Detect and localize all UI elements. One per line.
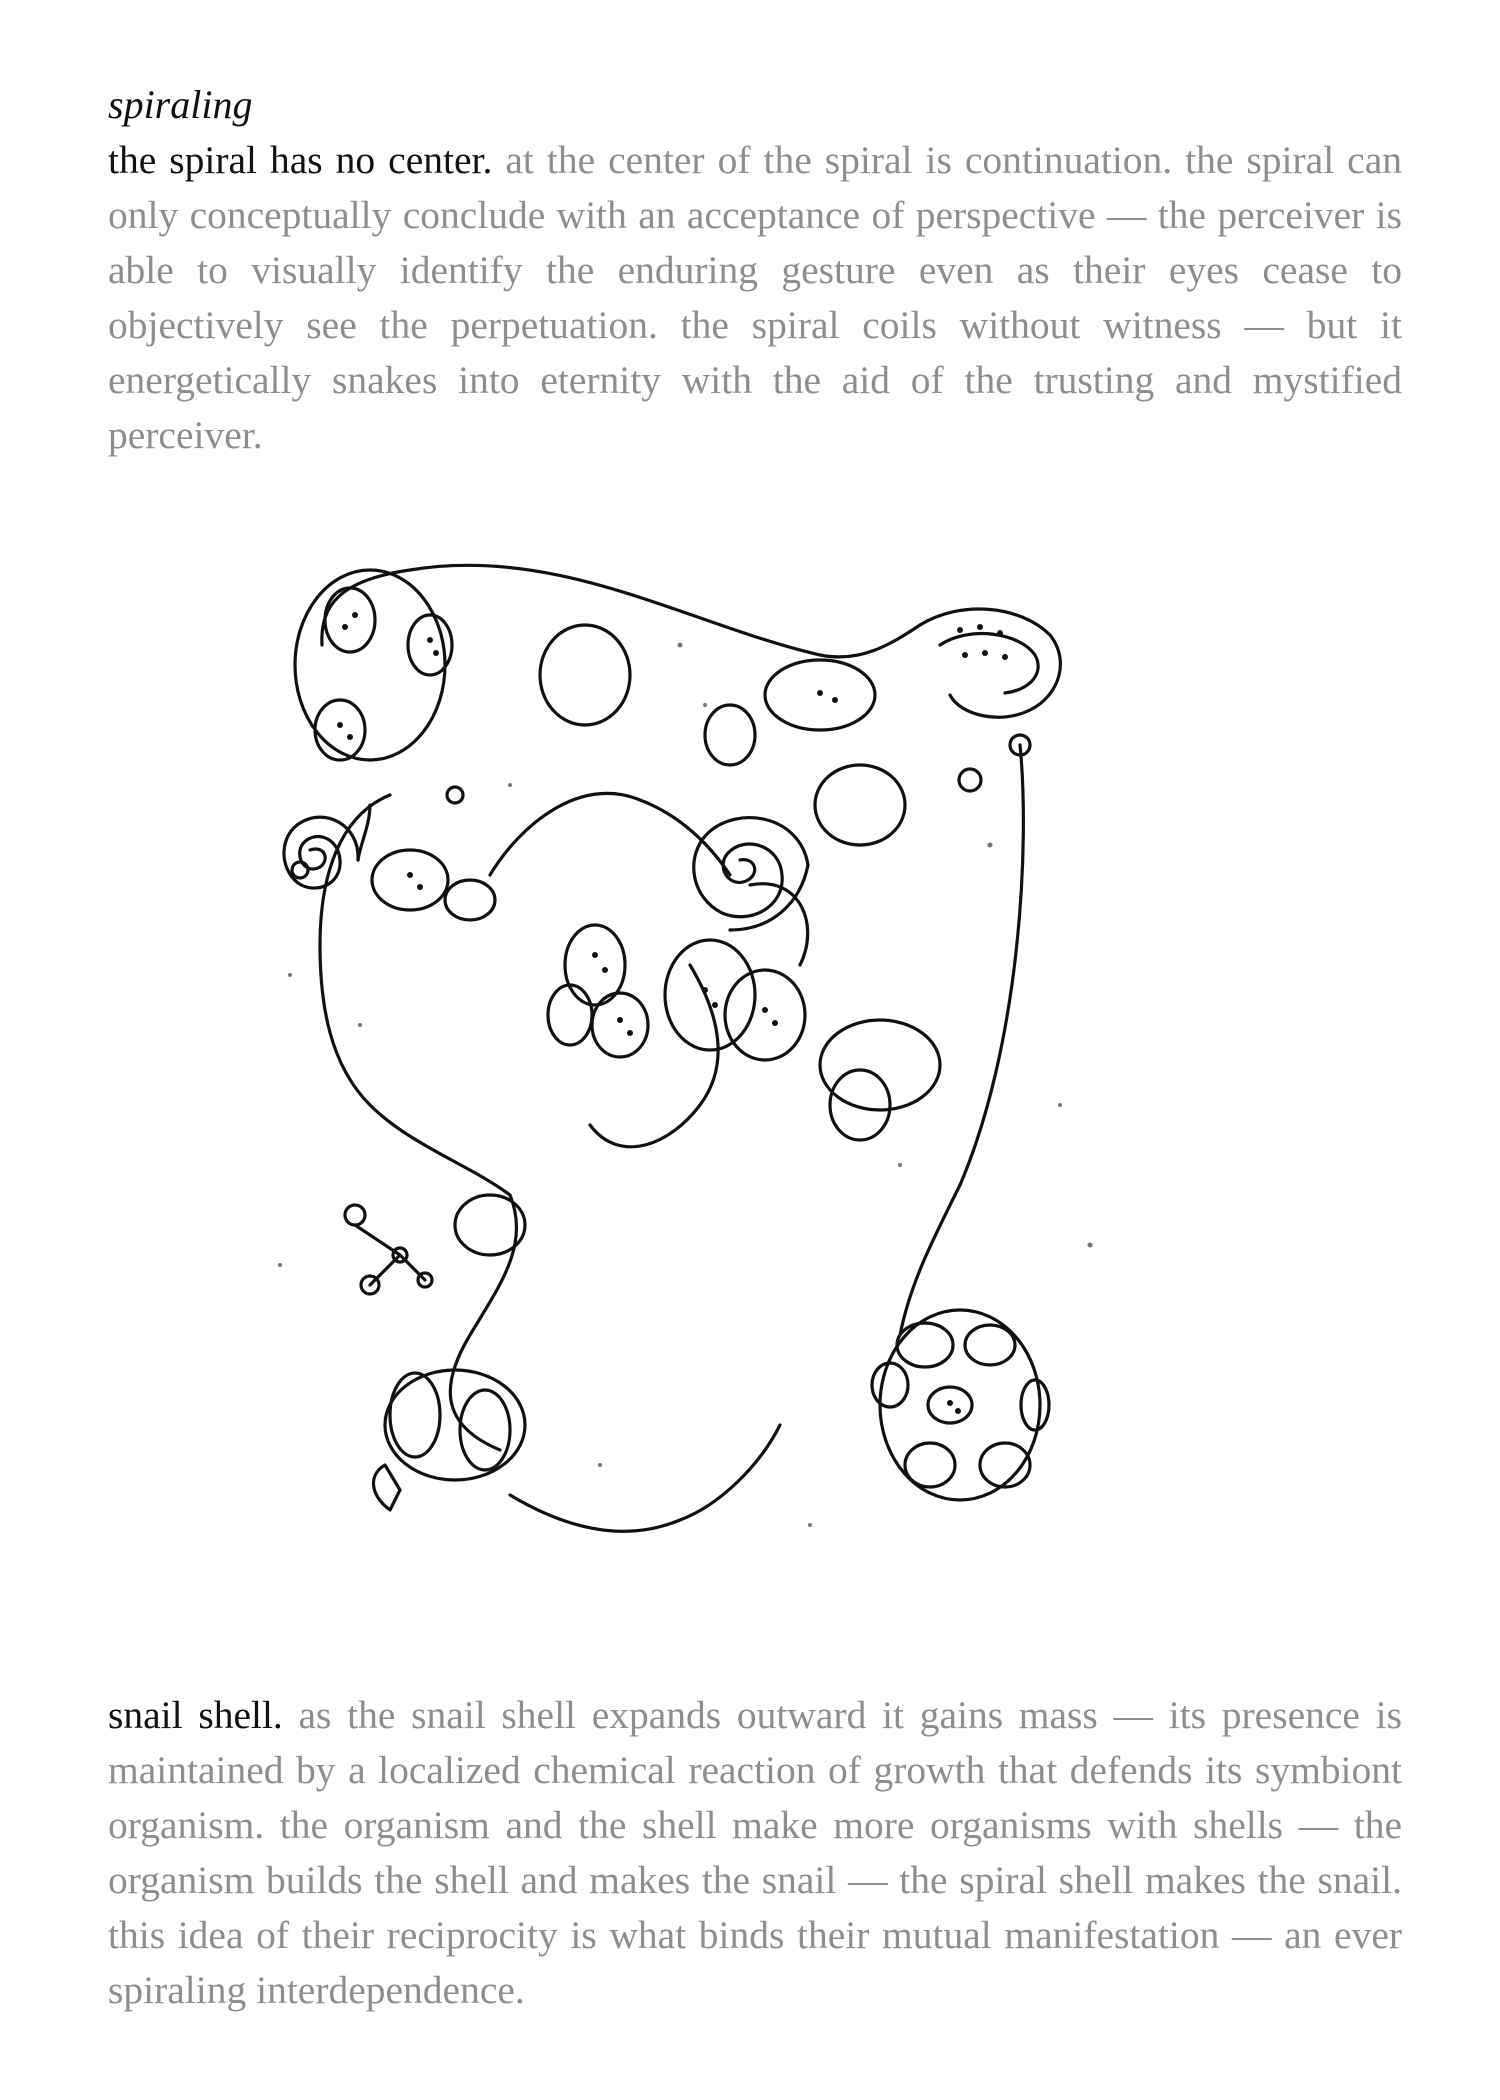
lower-left-hook bbox=[374, 1465, 400, 1510]
cell-bottom-right-inner-2 bbox=[965, 1325, 1015, 1365]
paragraph-spiral bbox=[108, 133, 1402, 463]
cell-upper-middle bbox=[540, 625, 630, 725]
cell-bottom-right-inner-1 bbox=[897, 1323, 953, 1367]
bead-network-1 bbox=[345, 1205, 365, 1225]
cell-bottom-right-inner-4 bbox=[905, 1443, 955, 1487]
outer-spiral-line bbox=[320, 565, 1023, 1531]
cell-bottom-right-side bbox=[1021, 1380, 1049, 1430]
central-spiral-fringe bbox=[730, 865, 808, 930]
background-specks bbox=[278, 643, 1093, 1528]
cell-bottom-right bbox=[880, 1310, 1040, 1500]
cell-middle-left-2 bbox=[445, 880, 495, 920]
cell-mid-right-1 bbox=[665, 940, 755, 1050]
paragraph-lead: snail shell. bbox=[108, 1693, 283, 1737]
bead-left-2 bbox=[447, 787, 463, 803]
spiral-drawing-illustration bbox=[260, 545, 1160, 1625]
paragraph-body: as the snail shell expands outward it gains mass — its presence is maintained by a localized chemical reaction of growth that defends its symbiont organism. the organism and the shell make more organisms with shells — the organism builds the shell and makes the snail — the spiral shell makes the snail. this idea of their reciprocity is what binds their mutual manifestation — an ever spiraling interdependence. bbox=[108, 1693, 1402, 2012]
blob-center-2 bbox=[592, 993, 648, 1057]
blob-center-3 bbox=[548, 985, 592, 1045]
cell-upper-right-2 bbox=[705, 705, 755, 765]
bead-left-1 bbox=[292, 862, 308, 878]
cell-lower-left-inner-1 bbox=[390, 1373, 440, 1457]
paragraph-snail bbox=[108, 1688, 1402, 2018]
curl-bead-small bbox=[959, 769, 981, 791]
paragraph-lead: the spiral has no center. bbox=[108, 138, 493, 182]
cell-top-left-inner-1 bbox=[325, 588, 375, 652]
cell-right-middle bbox=[815, 765, 905, 845]
cell-right-flower-2 bbox=[830, 1070, 890, 1140]
section-title: spiraling bbox=[108, 82, 253, 127]
paragraph-body: at the center of the spiral is continuation. the spiral can only conceptually conclude with an acceptance of perspective — the perceiver is able to visually identify the enduring gesture even as their eyes cease to objectively see the perpetuation. the spiral coils without witness — but it energetically snakes into eternity with the aid of the trusting and mystified perceiver. bbox=[108, 138, 1402, 457]
cell-lower-left-2 bbox=[455, 1195, 525, 1255]
cell-mid-right-2 bbox=[725, 970, 805, 1060]
cell-middle-left bbox=[372, 850, 448, 910]
curl-top-right-inner bbox=[940, 634, 1038, 693]
cell-right-flower-1 bbox=[820, 1020, 940, 1110]
cell-bottom-right-left bbox=[872, 1363, 908, 1407]
cell-top-left-inner-2 bbox=[408, 615, 452, 675]
cell-dots bbox=[337, 612, 1008, 1414]
cell-lower-left bbox=[385, 1370, 525, 1480]
